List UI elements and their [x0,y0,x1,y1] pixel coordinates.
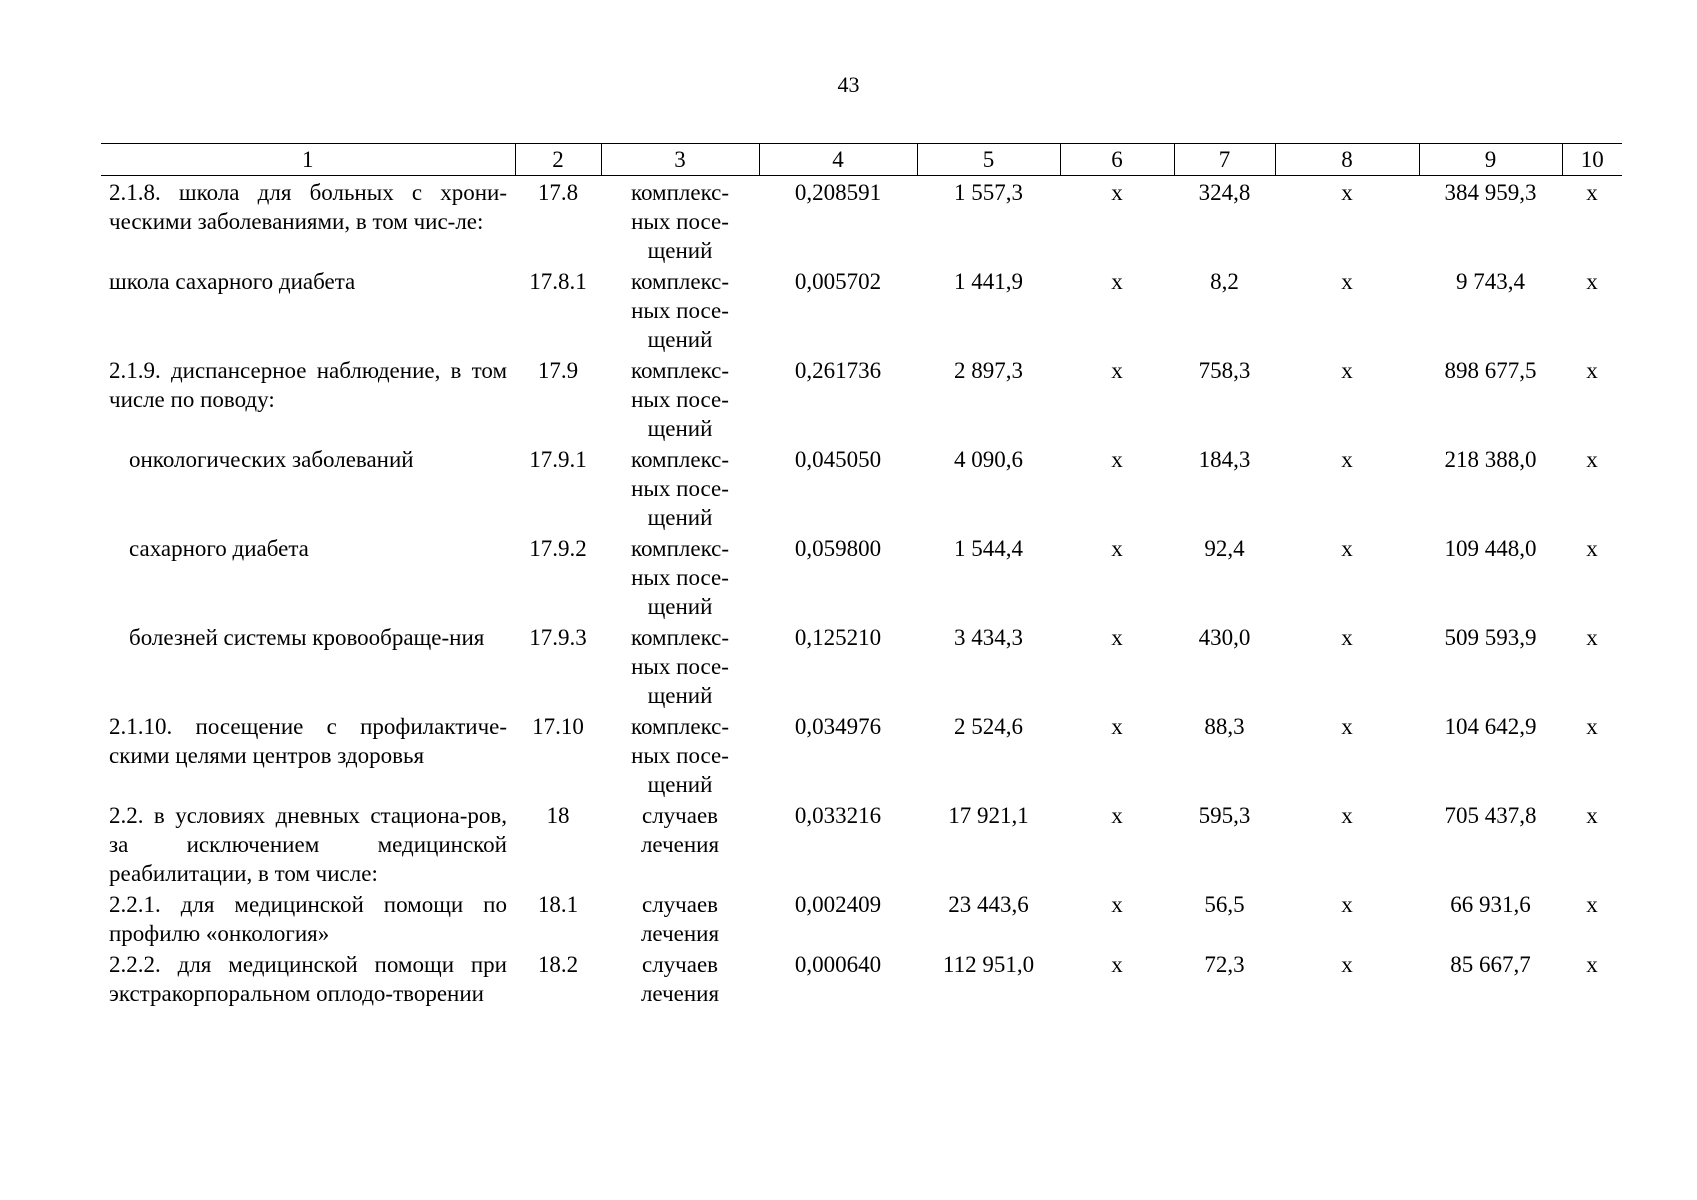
unit-cell [601,443,759,532]
value-col10: х [1586,803,1598,828]
value-col8: х [1341,269,1353,294]
indicator-name: сахарного диабета [129,536,309,561]
unit-line: комплекс- [630,358,730,383]
unit-line: лечения [640,832,720,857]
row-code: 17.8 [537,180,579,205]
column-header: 5 [917,144,1060,176]
indicator-name: онкологических заболеваний [129,447,414,472]
row-code: 17.9.3 [529,625,587,650]
unit-line: ных посе- [631,654,729,679]
table-row [101,948,1622,1008]
value-col4: 0,125210 [794,625,882,650]
value-col4: 0,261736 [794,358,882,383]
value-col5: 17 921,1 [948,803,1029,828]
table-header [101,144,1622,176]
unit-cell [601,710,759,799]
unit-line: комплекс- [630,447,730,472]
value-col8: х [1341,952,1353,977]
unit-cell [601,948,759,1008]
value-col5: 1 544,4 [954,536,1023,561]
unit-line: щений [647,505,713,530]
value-col7: 88,3 [1204,714,1245,739]
value-col6: х [1111,269,1123,294]
column-header: 9 [1419,144,1562,176]
table-row [101,443,1622,532]
unit-line: ных посе- [631,476,729,501]
value-col7: 758,3 [1198,358,1251,383]
value-col4: 0,034976 [794,714,882,739]
indicator-name: 2.2.1. для медицинской помощи по профилю «онкология» [109,892,507,946]
value-col5: 1 557,3 [954,180,1023,205]
row-code: 17.10 [532,714,584,739]
value-col6: х [1111,714,1123,739]
value-col9: 218 388,0 [1444,447,1537,472]
indicator-name: 2.1.8. школа для больных с хрони-ческими заболеваниями, в том чис-ле: [109,180,507,234]
row-code: 18.2 [537,952,579,977]
value-col4: 0,033216 [794,803,882,828]
value-col6: х [1111,358,1123,383]
value-col6: х [1111,952,1123,977]
value-col5: 4 090,6 [954,447,1023,472]
value-col9: 705 437,8 [1444,803,1537,828]
value-col5: 2 897,3 [954,358,1023,383]
table-row [101,710,1622,799]
table-row [101,265,1622,354]
value-col5: 23 443,6 [948,892,1029,917]
page-number: 43 [837,72,860,97]
row-code: 17.9.2 [529,536,587,561]
unit-line: случаев [641,892,719,917]
row-code: 17.9 [537,358,579,383]
value-col8: х [1341,358,1353,383]
row-code: 18 [546,803,570,828]
value-col6: х [1111,892,1123,917]
unit-line: щений [647,238,713,263]
table-row [101,799,1622,888]
row-code: 17.8.1 [529,269,587,294]
value-col10: х [1586,714,1598,739]
indicator-name: школа сахарного диабета [109,269,356,294]
value-col9: 509 593,9 [1444,625,1537,650]
value-col4: 0,002409 [794,892,882,917]
value-col7: 8,2 [1210,269,1239,294]
value-col4: 0,208591 [794,180,882,205]
value-col8: х [1341,447,1353,472]
value-col6: х [1111,625,1123,650]
value-col9: 85 667,7 [1450,952,1531,977]
value-col7: 184,3 [1198,447,1251,472]
unit-line: комплекс- [630,714,730,739]
value-col5: 3 434,3 [954,625,1023,650]
value-col10: х [1586,892,1598,917]
unit-line: ных посе- [631,387,729,412]
unit-line: случаев [641,952,719,977]
value-col9: 109 448,0 [1444,536,1537,561]
value-col6: х [1111,803,1123,828]
value-col10: х [1586,180,1598,205]
value-col5: 1 441,9 [954,269,1023,294]
value-col8: х [1341,180,1353,205]
unit-line: щений [647,416,713,441]
unit-line: лечения [640,921,720,946]
unit-line: щений [647,327,713,352]
table-row [101,888,1622,948]
value-col10: х [1586,952,1598,977]
header-row [101,144,1622,176]
unit-line: ных посе- [631,209,729,234]
column-header: 8 [1275,144,1419,176]
value-col7: 56,5 [1204,892,1245,917]
value-col8: х [1341,803,1353,828]
value-col8: х [1341,536,1353,561]
value-col6: х [1111,447,1123,472]
indicator-name: 2.1.10. посещение с профилактиче-скими целями центров здоровья [109,714,507,768]
indicator-name: 2.2.2. для медицинской помощи при экстракорпоральном оплодо-творении [109,952,507,1006]
table-body [101,176,1622,1009]
value-col10: х [1586,358,1598,383]
unit-line: лечения [640,981,720,1006]
value-col7: 324,8 [1198,180,1251,205]
column-header: 1 [101,144,515,176]
unit-cell [601,532,759,621]
column-header: 3 [601,144,759,176]
value-col7: 430,0 [1198,625,1251,650]
column-header: 2 [515,144,601,176]
value-col4: 0,005702 [794,269,882,294]
value-col4: 0,000640 [794,952,882,977]
value-col5: 2 524,6 [954,714,1023,739]
unit-cell [601,265,759,354]
indicator-name: 2.1.9. диспансерное наблюдение, в том числе по поводу: [109,358,507,412]
value-col9: 104 642,9 [1444,714,1537,739]
unit-cell [601,354,759,443]
value-col8: х [1341,625,1353,650]
value-col4: 0,059800 [794,536,882,561]
value-col9: 384 959,3 [1444,180,1537,205]
row-code: 18.1 [537,892,579,917]
column-header: 10 [1562,144,1622,176]
value-col4: 0,045050 [794,447,882,472]
unit-line: комплекс- [630,180,730,205]
row-code: 17.9.1 [529,447,587,472]
unit-line: случаев [641,803,719,828]
value-col5: 112 951,0 [942,952,1035,977]
table-row [101,354,1622,443]
column-header: 6 [1060,144,1174,176]
column-header: 4 [759,144,917,176]
unit-line: щений [647,772,713,797]
indicator-name: 2.2. в условиях дневных стациона-ров, за исключением медицинской реабилитации, в том числе: [109,803,507,886]
unit-line: комплекс- [630,269,730,294]
value-col10: х [1586,269,1598,294]
unit-line: щений [647,594,713,619]
value-col9: 66 931,6 [1450,892,1531,917]
unit-cell [601,799,759,888]
unit-line: комплекс- [630,625,730,650]
table-row [101,621,1622,710]
value-col9: 9 743,4 [1456,269,1525,294]
unit-cell [601,621,759,710]
unit-line: ных посе- [631,298,729,323]
table-row [101,532,1622,621]
unit-line: ных посе- [631,565,729,590]
indicator-name: болезней системы кровообраще-ния [129,625,485,650]
value-col8: х [1341,892,1353,917]
value-col7: 595,3 [1198,803,1251,828]
value-col8: х [1341,714,1353,739]
value-col10: х [1586,447,1598,472]
unit-cell [601,176,759,266]
value-col10: х [1586,625,1598,650]
value-col6: х [1111,536,1123,561]
value-col7: 72,3 [1204,952,1245,977]
unit-line: щений [647,683,713,708]
unit-cell [601,888,759,948]
unit-line: комплекс- [630,536,730,561]
table-row [101,176,1622,266]
value-col7: 92,4 [1204,536,1245,561]
data-table [101,143,1622,1008]
value-col10: х [1586,536,1598,561]
column-header: 7 [1174,144,1275,176]
value-col9: 898 677,5 [1444,358,1537,383]
unit-line: ных посе- [631,743,729,768]
value-col6: х [1111,180,1123,205]
